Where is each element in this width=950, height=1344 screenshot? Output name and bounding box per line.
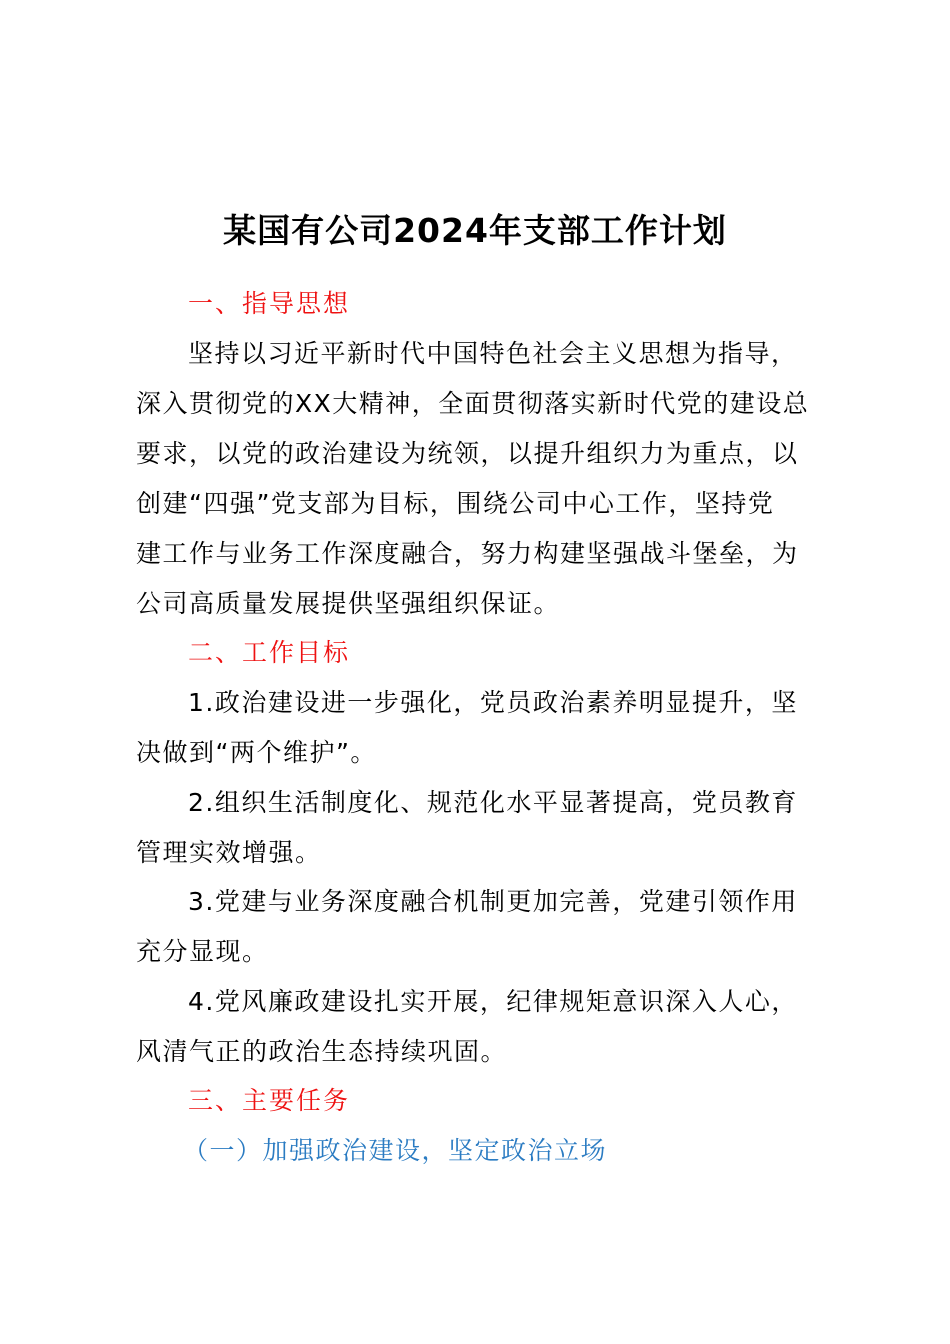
paragraph-line: 创建“四强”党支部为目标，围绕公司中心工作，坚持党 [136, 489, 775, 518]
goal-line: 2.组织生活制度化、规范化水平显著提高，党员教育 [188, 788, 798, 817]
paragraph-line: 深入贯彻党的XX大精神，全面贯彻落实新时代党的建设总 [136, 389, 810, 418]
guiding-thought-paragraph [136, 329, 836, 629]
goal-line: 决做到“两个维护”。 [136, 738, 377, 767]
paragraph-line: 公司高质量发展提供坚强组织保证。 [136, 589, 561, 618]
subsection-heading-political-building: （一）加强政治建设，坚定政治立场 [183, 1136, 608, 1165]
section-heading-work-goals: 二、工作目标 [188, 638, 351, 667]
paragraph-line: 要求，以党的政治建设为统领，以提升组织力为重点，以 [136, 439, 799, 468]
goal-item-2 [136, 778, 836, 878]
goal-line: 管理实效增强。 [136, 838, 322, 867]
goal-item-3 [136, 877, 836, 977]
section-heading-main-tasks: 三、主要任务 [188, 1086, 351, 1115]
paragraph-line: 坚持以习近平新时代中国特色社会主义思想为指导， [188, 339, 798, 368]
goal-line: 充分显现。 [136, 937, 269, 966]
goal-item-1 [136, 678, 836, 778]
goal-item-4 [136, 977, 836, 1077]
document-title: 某国有公司2024年支部工作计划 [223, 211, 727, 250]
goal-line: 风清气正的政治生态持续巩固。 [136, 1037, 508, 1066]
goal-line: 3.党建与业务深度融合机制更加完善，党建引领作用 [188, 887, 798, 916]
goal-line: 1.政治建设进一步强化，党员政治素养明显提升，坚 [188, 688, 798, 717]
goal-line: 4.党风廉政建设扎实开展，纪律规矩意识深入人心， [188, 987, 798, 1016]
section-heading-guiding-thought: 一、指导思想 [188, 289, 351, 318]
paragraph-line: 建工作与业务工作深度融合，努力构建坚强战斗堡垒，为 [136, 539, 799, 568]
